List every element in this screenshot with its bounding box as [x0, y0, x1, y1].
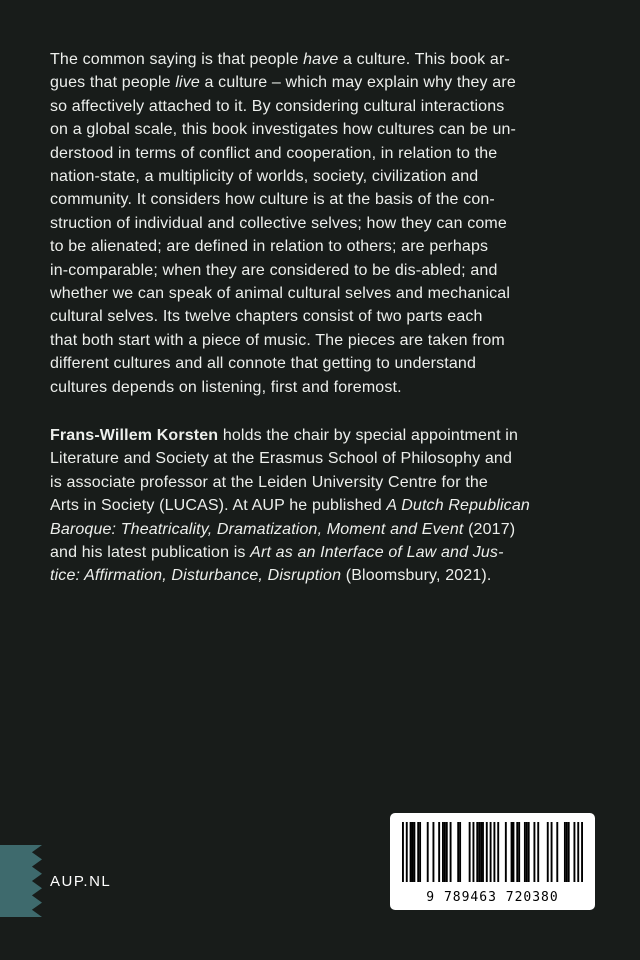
text-line: Frans-Willem Korsten holds the chair by special appointment in: [50, 427, 519, 444]
text-line: different cultures and all connote that getting to understand: [50, 355, 477, 373]
text-line: is associate professor at the Leiden University Centre for the: [50, 473, 488, 491]
text-line: The common saying is that people have a culture. This book ar-: [50, 51, 510, 68]
text-line: gues that people live a culture – which may explain why they are: [50, 74, 516, 92]
text-line: so affectively attached to it. By considering cultural interactions: [50, 97, 505, 115]
book-blurb: [50, 48, 598, 399]
text-line: Baroque: Theatricality, Dramatization, Moment and Event (2017): [50, 520, 516, 538]
text-line: struction of individual and collective selves; how they can come: [50, 214, 507, 232]
text-line: cultures depends on listening, first and foremost.: [50, 378, 402, 396]
barcode-bars: [402, 822, 583, 882]
publisher-url: AUP.NL: [50, 873, 112, 890]
bookmark-ribbon: [0, 845, 42, 917]
text-line: to be alienated; are defined in relation to others; are perhaps: [50, 238, 489, 256]
text-line: Arts in Society (LUCAS). At AUP he published A Dutch Republican: [50, 497, 530, 515]
text-line: on a global scale, this book investigates how cultures can be un-: [50, 121, 517, 139]
barcode-number: 9 789463 720380: [426, 890, 559, 905]
text-line: and his latest publication is Art as an Interface of Law and Jus-: [50, 544, 504, 562]
text-line: nation-state, a multiplicity of worlds, society, civilization and: [50, 168, 479, 186]
text-line: community. It considers how culture is at the basis of the con-: [50, 191, 495, 209]
text-line: that both start with a piece of music. The pieces are taken from: [50, 331, 505, 349]
text-line: whether we can speak of animal cultural selves and mechanical: [50, 285, 511, 303]
text-line: derstood in terms of conflict and cooperation, in relation to the: [50, 144, 498, 162]
barcode: [390, 813, 595, 910]
author-bio: [50, 424, 598, 588]
text-line: tice: Affirmation, Disturbance, Disruption (Bloomsbury, 2021).: [50, 567, 492, 585]
text-line: Literature and Society at the Erasmus School of Philosophy and: [50, 450, 513, 468]
text-line: in-comparable; when they are considered to be dis-abled; and: [50, 261, 498, 279]
text-line: cultural selves. Its twelve chapters consist of two parts each: [50, 308, 483, 326]
